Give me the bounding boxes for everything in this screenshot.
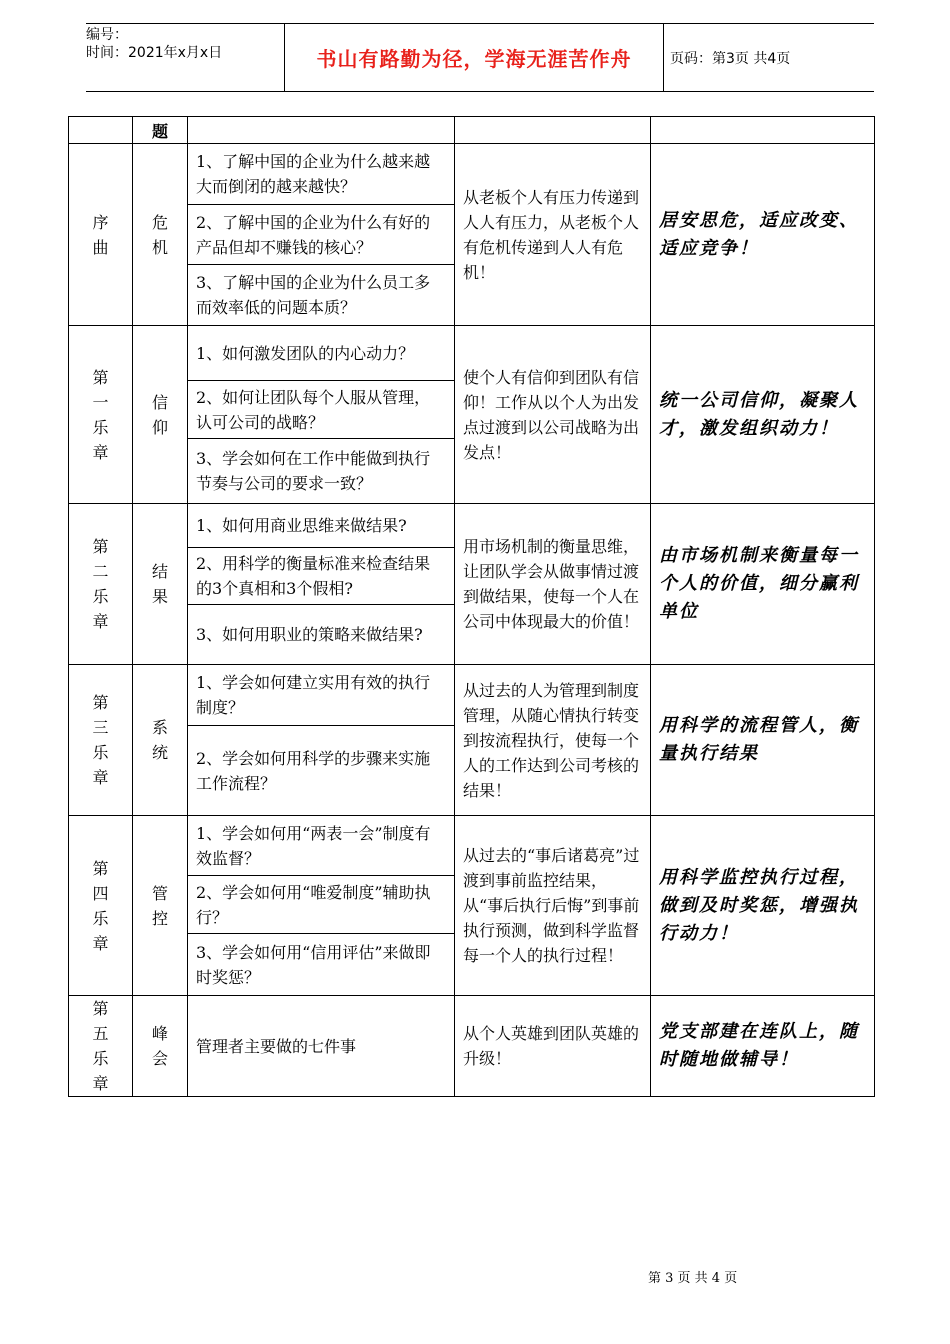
document-date: 时间：2021年x月x日 <box>86 45 223 61</box>
topic-label: 危机 <box>151 212 168 257</box>
table-row <box>69 504 875 548</box>
question-cell: 3、如何用职业的策略来做结果? <box>188 605 455 665</box>
chapter-cell <box>69 996 133 1097</box>
chapter-label: 第五乐章 <box>92 999 109 1093</box>
topic-label: 峰会 <box>151 1024 168 1068</box>
table-row <box>69 996 875 1097</box>
answer-cell: 使个人有信仰到团队有信仰！工作从以个人为出发点过渡到以公司战略为出发点！ <box>455 326 651 504</box>
table-row <box>69 816 875 876</box>
chapter-label: 第二乐章 <box>92 537 109 631</box>
page-footer: 第 3 页 共 4 页 <box>648 1271 738 1286</box>
table-header-row <box>69 117 875 144</box>
question-cell: 2、如何让团队每个人服从管理，认可公司的战略？ <box>188 381 455 439</box>
question-cell: 3、学会如何用“信用评估”来做即时奖惩？ <box>188 934 455 996</box>
header-cell-chapter <box>69 117 133 144</box>
slogan-cell: 居安思危，适应改变、适应竞争！ <box>651 144 875 326</box>
header-page-cell <box>666 24 878 91</box>
topic-label: 结果 <box>151 562 168 606</box>
topic-cell <box>133 326 188 504</box>
chapter-label: 第四乐章 <box>92 858 109 953</box>
chapter-label: 第三乐章 <box>92 693 109 787</box>
header-cell-questions <box>188 117 455 144</box>
topic-cell <box>133 144 188 326</box>
question-cell: 1、如何用商业思维来做结果? <box>188 504 455 548</box>
question-cell: 2、学会如何用“唯爱制度”辅助执行？ <box>188 876 455 934</box>
slogan-cell: 用科学的流程管人，衡量执行结果 <box>651 665 875 816</box>
question-cell: 1、学会如何建立实用有效的执行制度？ <box>188 665 455 726</box>
answer-cell: 从个人英雄到团队英雄的升级！ <box>455 996 651 1097</box>
slogan-cell: 由市场机制来衡量每一个人的价值，细分赢利单位 <box>651 504 875 665</box>
question-cell: 1、如何激发团队的内心动力？ <box>188 326 455 381</box>
question-cell: 1、了解中国的企业为什么越来越大而倒闭的越来越快？ <box>188 144 455 205</box>
question-cell: 2、了解中国的企业为什么有好的产品但却不赚钱的核心？ <box>188 205 455 265</box>
answer-cell: 从老板个人有压力传递到人人有压力，从老板个人有危机传递到人人有危机！ <box>455 144 651 326</box>
question-cell: 2、学会如何用科学的步骤来实施工作流程？ <box>188 726 455 816</box>
question-cell: 3、了解中国的企业为什么员工多而效率低的问题本质？ <box>188 265 455 326</box>
table-row <box>69 665 875 726</box>
chapter-cell <box>69 326 133 504</box>
chapter-label: 第一乐章 <box>92 367 109 462</box>
slogan-cell: 统一公司信仰，凝聚人才，激发组织动力！ <box>651 326 875 504</box>
chapter-cell <box>69 816 133 996</box>
topic-label: 系统 <box>151 718 168 762</box>
header-motto: 书山有路勤为径，学海无涯苦作舟 <box>316 47 632 71</box>
slogan-cell: 用科学监控执行过程，做到及时奖惩，增强执行动力！ <box>651 816 875 996</box>
topic-cell <box>133 816 188 996</box>
table-row <box>69 144 875 205</box>
slogan-cell: 党支部建在连队上，随时随地做辅导！ <box>651 996 875 1097</box>
question-cell: 1、学会如何用“两表一会”制度有效监督？ <box>188 816 455 876</box>
question-cell: 3、学会如何在工作中能做到执行节奏与公司的要求一致？ <box>188 439 455 504</box>
answer-cell: 从过去的“事后诸葛亮”过渡到事前监控结果，从“事后执行后悔”到事前执行预测，做到科学监督每一个人的执行过程！ <box>455 816 651 996</box>
chapter-cell <box>69 504 133 665</box>
header-page-number: 页码：第3页 共4页 <box>670 50 791 67</box>
chapter-cell <box>69 665 133 816</box>
topic-cell <box>133 996 188 1097</box>
answer-cell: 用市场机制的衡量思维，让团队学会从做事情过渡到做结果，使每一个人在公司中体现最大的价值！ <box>455 504 651 665</box>
header-cell-slogan <box>651 117 875 144</box>
chapter-cell <box>69 144 133 326</box>
page-header <box>86 23 874 92</box>
question-cell: 管理者主要做的七件事 <box>188 996 455 1097</box>
course-table <box>68 116 875 1097</box>
topic-label: 管控 <box>151 883 168 928</box>
document-number-label: 编号： <box>86 27 128 43</box>
header-cell-answer <box>455 117 651 144</box>
table-row <box>69 326 875 381</box>
header-meta <box>86 24 284 93</box>
chapter-label: 序曲 <box>92 212 109 257</box>
topic-cell <box>133 665 188 816</box>
answer-cell: 从过去的人为管理到制度管理，从随心情执行转变到按流程执行，使每一个人的工作达到公司考核的结果！ <box>455 665 651 816</box>
question-cell: 2、用科学的衡量标准来检查结果的3个真相和3个假相? <box>188 548 455 605</box>
topic-cell <box>133 504 188 665</box>
header-cell-topic: 题 <box>133 117 188 144</box>
header-motto-cell <box>284 24 664 91</box>
topic-label: 信仰 <box>151 392 168 437</box>
